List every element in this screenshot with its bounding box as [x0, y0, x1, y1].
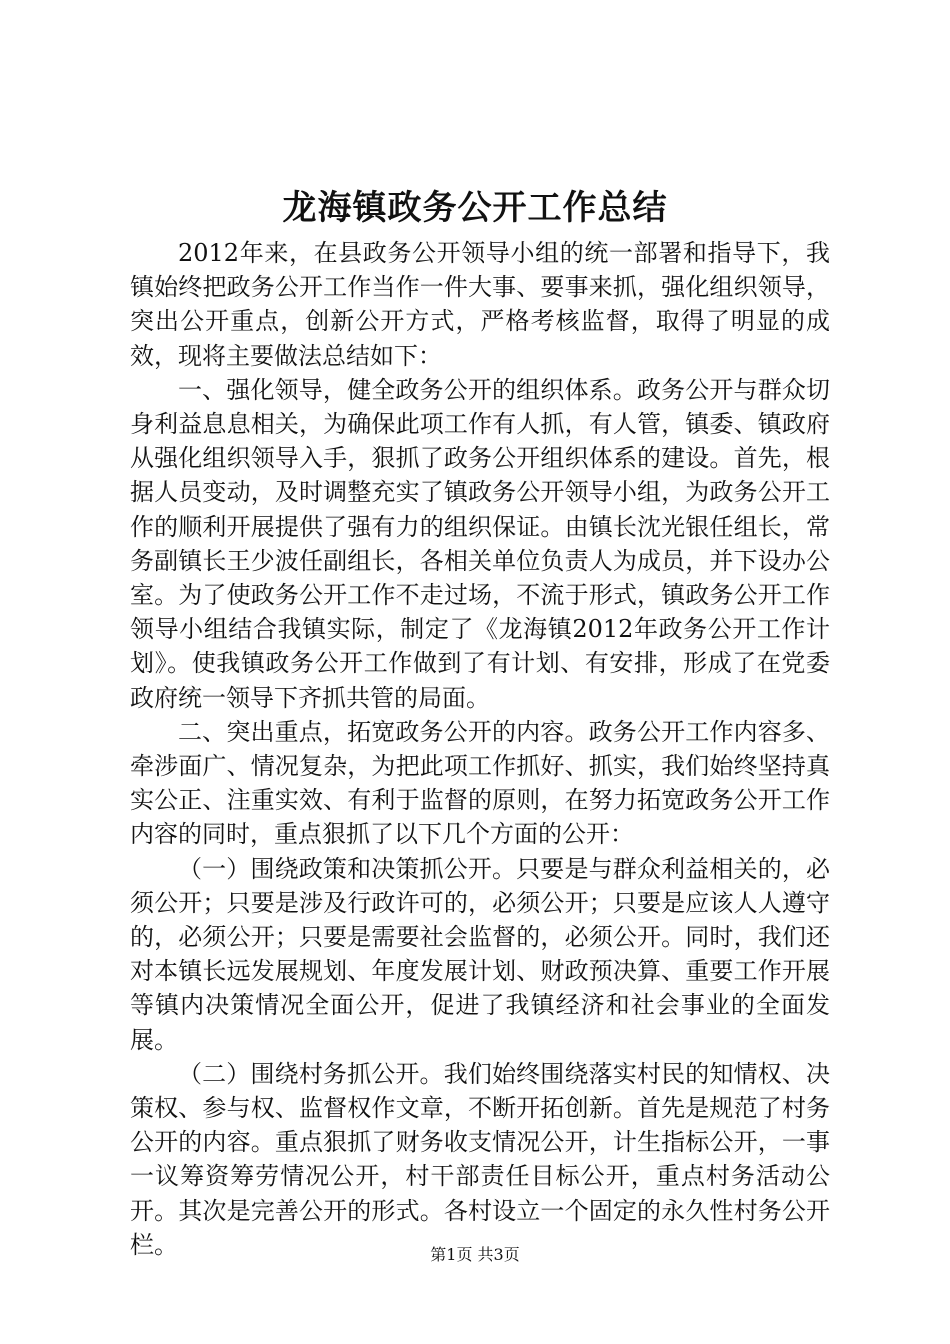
paragraph-subsection-2: （二）围绕村务抓公开。我们始终围绕落实村民的知情权、决策权、参与权、监督权作文章，不断开拓创新。首先是规范了村务公开的内容。重点狠抓了财务收支情况公开，计生指标公开，一事一议筹资筹劳情况公开，村干部责任目标公开，重点村务活动公开。其次是完善公开的形式。各村设立一个固定的永久性村务公开栏。	[130, 1059, 830, 1259]
paragraph-intro: 2012年来，在县政务公开领导小组的统一部署和指导下，我镇始终把政务公开工作当作一件大事、要事来抓，强化组织领导，突出公开重点，创新公开方式，严格考核监督，取得了明显的成效，现将主要做法总结如下：	[130, 239, 830, 370]
page-footer: 第1页 共3页	[430, 1245, 520, 1264]
paragraph-section-2: 二、突出重点，拓宽政务公开的内容。政务公开工作内容多、牵涉面广、情况复杂，为把此项工作抓好、抓实，我们始终坚持真实公正、注重实效、有利于监督的原则，在努力拓宽政务公开工作内容的同时，重点狠抓了以下几个方面的公开：	[130, 717, 830, 849]
paragraph-subsection-1: （一）围绕政策和决策抓公开。只要是与群众利益相关的，必须公开；只要是涉及行政许可的，必须公开；只要是应该人人遵守的，必须公开；只要是需要社会监督的，必须公开。同时，我们还对本镇长远发展规划、年度发展计划、财政预决算、重要工作开展等镇内决策情况全面公开，促进了我镇经济和社会事业的全面发展。	[130, 854, 830, 1054]
document-body	[130, 236, 830, 1262]
document-title: 龙海镇政务公开工作总结	[282, 188, 668, 228]
paragraph-section-1: 一、强化领导，健全政务公开的组织体系。政务公开与群众切身利益息息相关，为确保此项工作有人抓，有人管，镇委、镇政府从强化组织领导入手，狠抓了政务公开组织体系的建设。首先，根据人员变动，及时调整充实了镇政务公开领导小组，为政务公开工作的顺利开展提供了强有力的组织保证。由镇长沈光银任组长，常务副镇长王少波任副组长，各相关单位负责人为成员，并下设办公室。为了使政务公开工作不走过场，不流于形式，镇政务公开工作领导小组结合我镇实际，制定了《龙海镇2012年政务公开工作计划》。使我镇政务公开工作做到了有计划、有安排，形成了在党委政府统一领导下齐抓共管的局面。	[130, 375, 830, 712]
